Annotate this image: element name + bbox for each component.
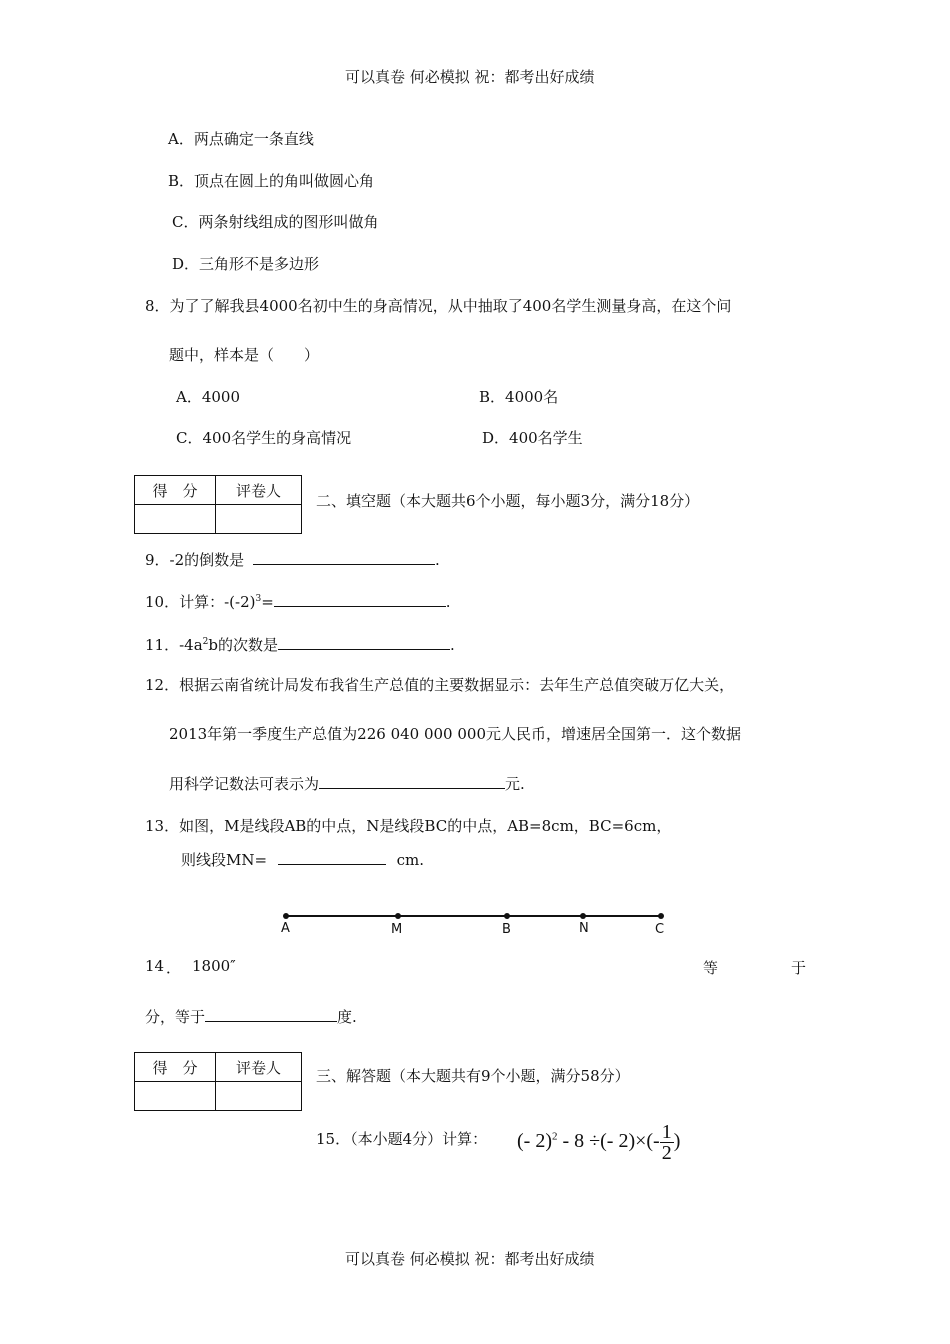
- q12-line1: 12．根据云南省统计局发布我省生产总值的主要数据显示：去年生产总值突破万亿大关，: [145, 676, 735, 694]
- point-n: [580, 913, 586, 919]
- q10-text: 10．计算：-(-2): [145, 593, 256, 611]
- page-footer: 可以真卷 何必模拟 祝：都考出好成绩: [345, 1250, 595, 1268]
- q7-option-c: C．两条射线组成的图形叫做角: [172, 213, 379, 231]
- q15-term1: (- 2): [517, 1130, 552, 1153]
- point-m: [395, 913, 401, 919]
- section2-title: 二、填空题（本大题共6个小题，每小题3分，满分18分）: [316, 492, 700, 510]
- q14-word-deng: 等: [703, 959, 719, 977]
- q15-term1-exponent: 2: [551, 1130, 558, 1143]
- q14-dot: ．: [166, 959, 182, 977]
- q10: [145, 591, 451, 612]
- section3-title: 三、解答题（本大题共有9个小题，满分58分）: [316, 1067, 630, 1085]
- q15-term3: ): [673, 1130, 681, 1153]
- label-n: N: [579, 921, 589, 936]
- q9: [145, 549, 440, 570]
- q8-stem-line2: 题中，样本是（ ）: [169, 346, 320, 364]
- score-header: 得 分: [135, 1053, 216, 1082]
- q13-answer-blank[interactable]: [278, 849, 386, 865]
- q7-option-d: D．三角形不是多边形: [172, 255, 320, 273]
- q11: [145, 634, 455, 655]
- q15-text: 15．（本小题4分）计算：: [316, 1130, 488, 1148]
- score-table-section2: [134, 475, 302, 534]
- score-header: 得 分: [135, 476, 216, 505]
- q12-line3-text: 用科学记数法可表示为: [169, 775, 320, 793]
- point-c: [658, 913, 664, 919]
- label-m: M: [391, 922, 403, 937]
- grader-header: 评卷人: [216, 1053, 302, 1082]
- q11-exponent: 2: [202, 637, 209, 647]
- q14-line2-post: 度.: [337, 1008, 357, 1026]
- q15-fraction-numerator: 1: [661, 1121, 672, 1143]
- q13-line2: [181, 849, 424, 870]
- q9-answer-blank[interactable]: [253, 549, 435, 565]
- q13-line1: 13．如图，M是线段AB的中点，N是线段BC的中点，AB=8cm，BC=6cm，: [145, 817, 672, 835]
- score-cell: [135, 505, 216, 534]
- q9-text: 9．-2的倒数是: [145, 551, 245, 569]
- q15-expression: [517, 1122, 680, 1163]
- q11-post: b的次数是: [208, 636, 278, 654]
- q10-answer-blank[interactable]: [274, 591, 446, 607]
- q15-fraction: [660, 1122, 674, 1163]
- grader-cell: [216, 505, 302, 534]
- point-a: [283, 913, 289, 919]
- q11-answer-blank[interactable]: [278, 634, 450, 650]
- score-table-section3: [134, 1052, 302, 1111]
- q14-line2-pre: 分，等于: [145, 1008, 206, 1026]
- q12-line2: 2013年第一季度生产总值为226 040 000 000元人民币，增速居全国第一．这个数据: [169, 725, 742, 743]
- q12-line3: [169, 773, 525, 794]
- grader-cell: [216, 1082, 302, 1111]
- q15-term2: - 8 ÷(- 2)×(-: [557, 1130, 660, 1153]
- q9-end: .: [434, 551, 440, 569]
- q14-value: 1800″: [192, 957, 236, 975]
- q8-option-d: D．400名学生: [482, 429, 583, 447]
- q11-end: .: [450, 636, 455, 654]
- q11-pre: 11．-4a: [145, 636, 203, 654]
- q8-option-c: C．400名学生的身高情况: [176, 429, 352, 447]
- q10-end: .: [445, 593, 451, 611]
- q15-fraction-denominator: 2: [661, 1142, 672, 1164]
- line-segment-figure: [280, 908, 680, 938]
- grader-header: 评卷人: [216, 476, 302, 505]
- q14-word-yu: 于: [791, 959, 807, 977]
- label-a: A: [281, 921, 290, 936]
- q14-number: 14: [145, 957, 165, 975]
- q13-line2-post: cm.: [396, 851, 425, 869]
- q8-option-a: A．4000: [176, 388, 241, 406]
- label-c: C: [655, 922, 665, 937]
- point-b: [504, 913, 510, 919]
- q8-stem-line1: 8．为了了解我县4000名初中生的身高情况，从中抽取了400名学生测量身高，在这个问: [145, 297, 732, 315]
- q10-equals: =: [261, 593, 274, 611]
- q8-option-b: B．4000名: [479, 388, 559, 406]
- q12-answer-blank[interactable]: [319, 773, 505, 789]
- q14-answer-blank[interactable]: [205, 1006, 337, 1022]
- q14-line2: [145, 1006, 357, 1027]
- q7-option-b: B．顶点在圆上的角叫做圆心角: [168, 172, 375, 190]
- score-cell: [135, 1082, 216, 1111]
- label-b: B: [502, 922, 511, 937]
- page-header: 可以真卷 何必模拟 祝：都考出好成绩: [345, 68, 595, 86]
- q7-option-a: A．两点确定一条直线: [168, 130, 314, 148]
- q13-line2-pre: 则线段MN=: [181, 851, 268, 869]
- q12-end: 元.: [505, 775, 525, 793]
- q10-exponent: 3: [255, 594, 262, 604]
